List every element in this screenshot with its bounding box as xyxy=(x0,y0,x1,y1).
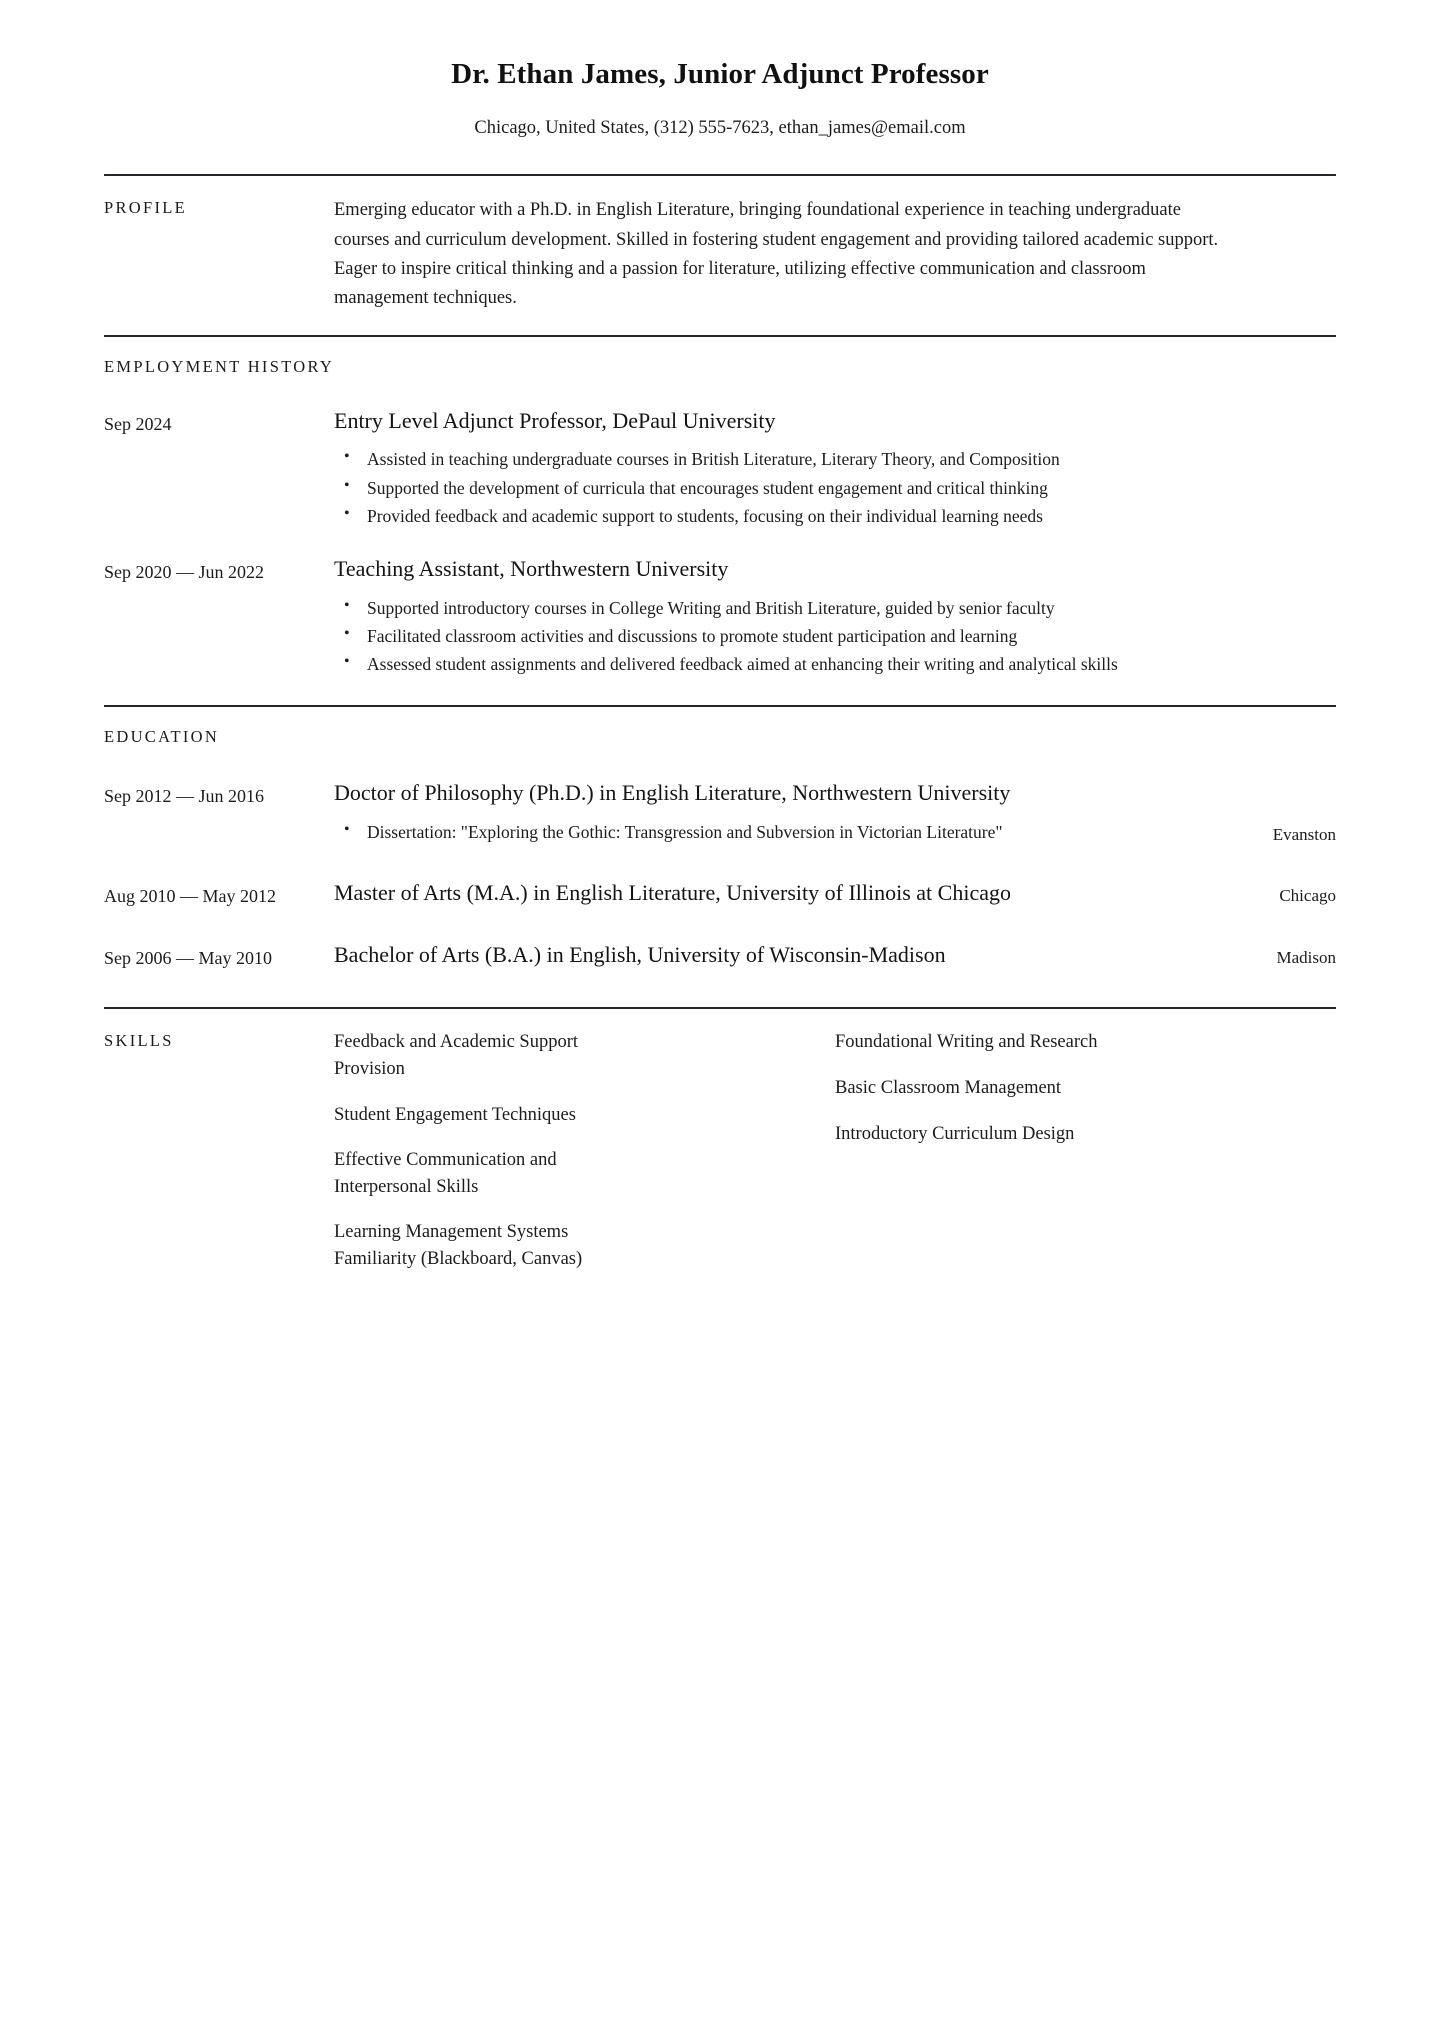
list-item: • Facilitated classroom activities and discussions to promote student participation and learning xyxy=(334,623,1156,650)
section-profile xyxy=(104,176,1336,335)
entry-bullet-list xyxy=(334,595,1156,679)
entry-location xyxy=(1156,677,1336,679)
entry-content xyxy=(334,939,1156,970)
entry-dates: Sep 2006 — May 2010 xyxy=(104,948,272,969)
entry-title: Teaching Assistant, Northwestern University xyxy=(334,556,729,582)
entry-dates: Aug 2010 — May 2012 xyxy=(104,885,276,906)
entry-title: Doctor of Philosophy (Ph.D.) in English Literature, Northwestern University xyxy=(334,780,1011,806)
entry-title: Bachelor of Arts (B.A.) in English, University of Wisconsin-Madison xyxy=(334,942,946,968)
entry-bullet-list xyxy=(334,446,1156,530)
employment-entry-list xyxy=(104,383,1336,679)
entry-body xyxy=(334,777,1336,847)
entry-title: Entry Level Adjunct Professor, DePaul University xyxy=(334,408,776,434)
skill-item: Basic Classroom Management xyxy=(835,1077,1062,1098)
entry-title: Master of Arts (M.A.) in English Literature, University of Illinois at Chicago xyxy=(334,879,1011,905)
contact-line: Chicago, United States, (312) 555-7623, ethan_james@email.com xyxy=(474,118,966,139)
entry-content xyxy=(334,405,1156,531)
entry-location: Chicago xyxy=(1279,886,1336,906)
list-item: • Supported the development of curricula that encourages student engagement and critical thinking xyxy=(334,475,1156,502)
entry-row xyxy=(104,383,1336,531)
profile-summary-text: Emerging educator with a Ph.D. in English Literature, bringing foundational experience in teaching undergraduate courses and curriculum development. Skilled in fostering student engagement and providing tailored academic support. Eager to inspire critical thinking and a passion for literature, utilizing effective communication and classroom management techniques. xyxy=(334,200,1219,308)
section-education xyxy=(104,707,1336,1007)
education-entry-list xyxy=(104,753,1336,971)
section-employment-history xyxy=(104,337,1336,705)
entry-content xyxy=(334,877,1156,908)
entry-bullet-list xyxy=(334,819,1156,846)
entry-location xyxy=(1156,529,1336,531)
list-item: • Dissertation: "Exploring the Gothic: Transgression and Subversion in Victorian Literature" xyxy=(334,819,1156,846)
skill-item: Effective Communication and Interpersonal Skills xyxy=(334,1150,557,1197)
skill-item: Introductory Curriculum Design xyxy=(835,1123,1075,1144)
skill-item: Student Engagement Techniques xyxy=(334,1104,576,1125)
skills-grid xyxy=(334,1029,1336,1291)
list-item: • Assessed student assignments and delivered feedback aimed at enhancing their writing and analytical skills xyxy=(334,651,1156,678)
section-label-employment: EMPLOYMENT HISTORY xyxy=(104,357,335,377)
education-label-col xyxy=(104,725,334,747)
resume-header xyxy=(104,0,1336,140)
skills-column-2 xyxy=(835,1029,1336,1291)
entry-dates: Sep 2024 xyxy=(104,414,172,435)
entry-body xyxy=(334,553,1336,679)
section-label-profile: PROFILE xyxy=(104,198,188,218)
page-title: Dr. Ethan James, Junior Adjunct Professor xyxy=(451,58,989,90)
entry-row xyxy=(104,847,1336,909)
entry-content xyxy=(334,777,1156,847)
entry-row xyxy=(104,753,1336,847)
section-skills xyxy=(104,1009,1336,1291)
list-item: • Provided feedback and academic support to students, focusing on their individual learning needs xyxy=(334,503,1156,530)
entry-content xyxy=(334,553,1156,679)
skill-item: Foundational Writing and Research xyxy=(835,1032,1098,1053)
entry-body xyxy=(334,939,1336,970)
entry-body xyxy=(334,405,1336,531)
list-item: • Assisted in teaching undergraduate courses in British Literature, Literary Theory, and Composition xyxy=(334,446,1156,473)
skill-item: Feedback and Academic Support Provision xyxy=(334,1032,579,1079)
entry-row xyxy=(104,531,1336,679)
list-item: • Supported introductory courses in College Writing and British Literature, guided by senior faculty xyxy=(334,595,1156,622)
entry-body xyxy=(334,877,1336,908)
employment-label-col xyxy=(104,355,334,377)
skills-label-col xyxy=(104,1029,334,1051)
entry-dates: Sep 2020 — Jun 2022 xyxy=(104,562,265,583)
section-label-education: EDUCATION xyxy=(104,727,220,747)
skill-item: Learning Management Systems Familiarity (Blackboard, Canvas) xyxy=(334,1222,583,1270)
entry-location: Evanston xyxy=(1272,824,1336,844)
profile-label-col xyxy=(104,196,334,218)
skills-column-1 xyxy=(334,1029,835,1291)
entry-row xyxy=(104,909,1336,971)
entry-location: Madison xyxy=(1276,948,1336,968)
section-label-skills: SKILLS xyxy=(104,1031,174,1051)
entry-dates: Sep 2012 — Jun 2016 xyxy=(104,786,265,807)
